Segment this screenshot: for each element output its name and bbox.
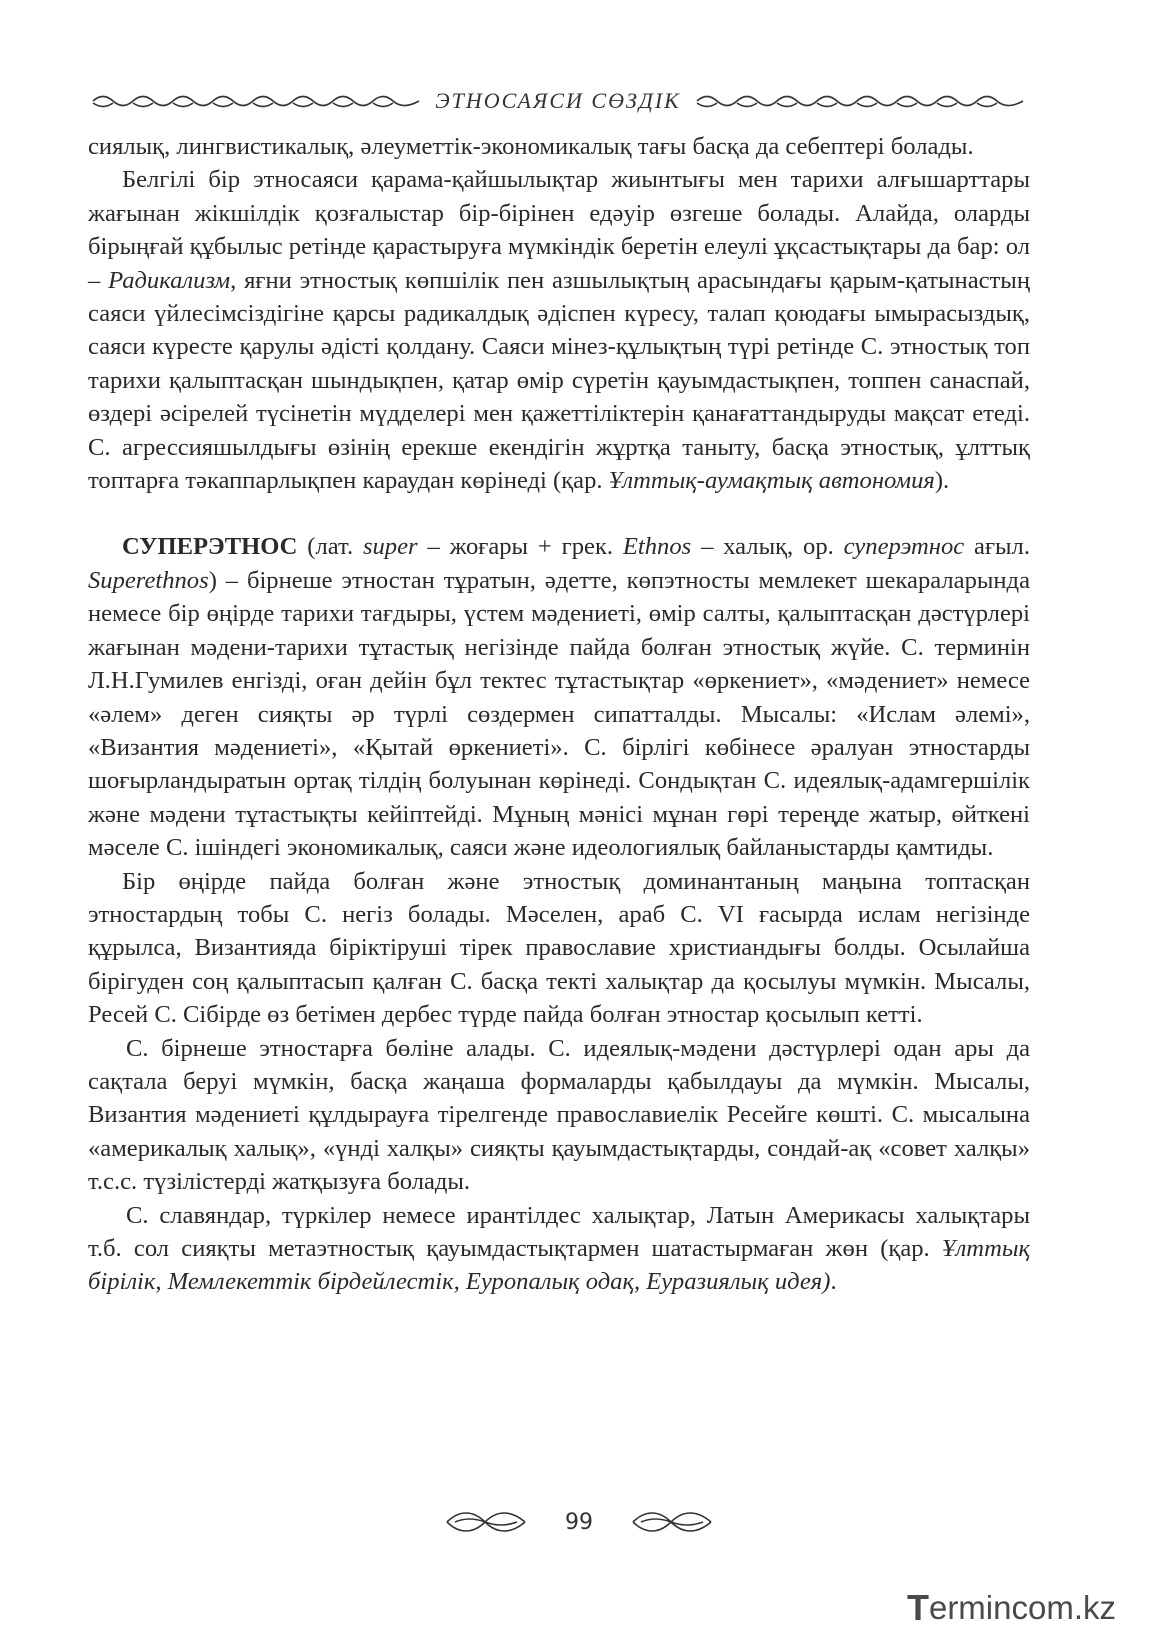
paragraph-text: сиялық, лингвистикалық, әлеуметтік-экономикалық тағы басқа да себептері болады. [88,133,974,160]
running-header [88,84,1028,118]
paragraph-text: – халық, ор. [691,533,844,561]
paragraph-text: ағыл. [964,533,1030,561]
footer-ornament-icon [445,1508,527,1536]
header-ornament-icon [91,90,421,112]
paragraph [88,865,1030,1032]
paragraph [88,130,1030,163]
entry-paragraph [88,530,1030,864]
footer-ornament-icon [631,1508,713,1536]
paragraph-text: (лат. [297,533,363,561]
header-title: ЭТНОСАЯСИ СӨЗДІК [435,88,681,113]
paragraph-text: ). [934,467,950,495]
paragraph-text: С. бірнеше этностарға бөліне алады. С. идеялық-мәдени дәстүрлері одан ары да сақтала беруі мүмкін, басқа жаңаша формаларды қабылдауы да мүмкін. Мысалы, Византия мәдениеті құлдырауға тірелгенде православиелік Ресейге көшті. С. мысалына «америкалық халық», «үнді халқы» сияқты қауымдастықтарды, сондай-ақ «совет халқы» т.с.с. түзілістерді жатқызуға болады. [88,1034,1030,1196]
paragraph [88,163,1030,497]
paragraph-text: ) – бірнеше этностан тұратын, әдетте, көпэтносты мемлекет шекараларында немесе бір өңірде тарихи тағдыры, үстем мәдениеті, өмір салты, қалыптасқан дәстүрлері жағынан мәдени-тарихи тұтастық негізінде пайда болған этностық жүйе. С. терминін Л.Н.Гумилев енгізді, оған дейін бұл тектес тұтастықтар «өркениет», «мәдениет» немесе «әлем» деген сияқты әр түрлі сөздермен сипатталды. Мысалы: «Ислам әлемі», «Византия мәдениеті», «Қытай өркениеті». С. бірлігі көбінесе әралуан этностарды шоғырландыратын ортақ тілдің болуынан көрінеді. Сондықтан С. идеялық-адамгершілік және мәдени тұтастықты кейіптейді. Мұның мәнісі мұнан гөрі тереңде жатыр, өйткені мәселе С. ішіндегі экономикалық, саяси және идеологиялық байланыстарды қамтиды. [88,566,1030,862]
entry-term: СУПЕРЭТНОС [122,533,298,561]
logo-text: ermincom.kz [928,1589,1116,1626]
page-number: 99 [565,1509,593,1535]
paragraph-text: С. славяндар, түркілер немесе ирантілдес халықтар, Латын Америкасы халықтары т.б. сол сияқты метаэтностық қауымдастықтармен шатастырмаған жөн (қар. [88,1201,1030,1262]
paragraph [88,1032,1030,1199]
cross-reference: Радикализм [108,266,231,294]
etymology-word: super [362,533,418,561]
logo-letter: T [906,1587,929,1628]
paragraph-text: , яғни этностық көпшілік пен азшылықтың арасындағы қарым-қатынастың саяси үйлесімсіздігіне қарсы радикалдық әдіспен күресу, талап қоюдағы ымырасыздық, саяси күресте қарулы әдісті қолдану. Саяси мінез-құлықтың түрі ретінде С. этностық топ тарихи қалыптасқан шындықпен, қатар өмір сүретін қауымдастықпен, топпен санаспай, өздері әсірелей түсінетін мүдделері мен қажеттіліктерін қанағаттандыруды мақсат етеді. С. агрессияшылдығы өзінің ерекше екендігін жұртқа таныту, басқа этностық, ұлттық топтарға тәкаппарлықпен караудан көрінеді (қар. [88,266,1030,495]
cross-reference: Ұлттық-аумақтық автономия [608,467,935,495]
paragraph-text: Белгілі бір этносаяси қарама-қайшылықтар жиынтығы мен тарихи алғышарттары жағынан жікшілдік қозғалыстар бір-бірінен едәуір өзгеше болады. Алайда, оларды бірыңғай құбылыс ретінде қарастыруға мүмкіндік беретін елеулі ұқсастықтары да бар: ол – [88,166,1030,294]
paragraph-text: – жоғары + грек. [417,533,623,561]
paragraph-text: . [830,1268,837,1296]
page-footer [0,1502,1158,1542]
cross-reference: Ұлттық бірілік, Мемлекеттік бірдейлестік, Еуропалық одақ, Еуразиялық идея) [88,1235,1030,1296]
paragraph [88,1199,1030,1299]
header-ornament-icon [695,90,1025,112]
etymology-word: суперэтнос [843,533,965,561]
watermark-logo [906,1587,1116,1628]
etymology-word: Ethnos [622,533,692,561]
article-body [88,130,1030,1299]
paragraph-text: Бір өңірде пайда болған және этностық доминантаның маңына топтасқан этностардың тобы С. негіз болады. Мәселен, араб С. VI ғасырда ислам негізінде құрылса, Византияда біріктіруші тірек православие христиандығы болды. Осылайша бірігуден соң қалыптасып қалған С. басқа текті халықтар да қосылуы мүмкін. Мысалы, Ресей С. Сібірде өз бетімен дербес түрде пайда болған этностар қосылып кетті. [88,867,1030,1029]
etymology-word: Superethnos [88,566,209,594]
